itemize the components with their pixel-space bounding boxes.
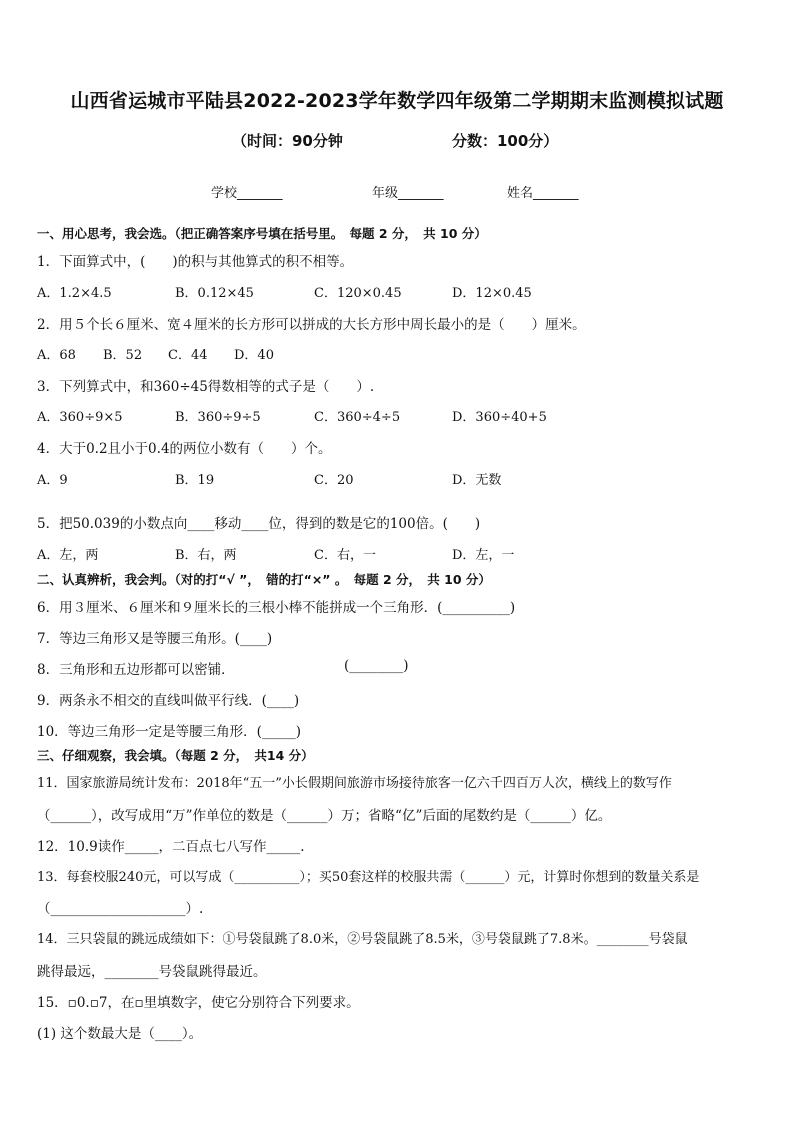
question-3: 3．下列算式中，和360÷45得数相等的式子是（ ）. <box>37 379 375 395</box>
q1-option-b: B．0.12×45 <box>175 286 254 301</box>
question-15-part-1: (1) 这个数最大是（____）。 <box>37 1026 203 1042</box>
q3-option-c: C．360÷4÷5 <box>314 410 401 425</box>
q1-option-a: A．1.2×4.5 <box>37 286 112 301</box>
exam-score: 分数：100分） <box>452 132 559 150</box>
question-14-line-2: 跳得最远，________号袋鼠跳得最近。 <box>37 964 267 980</box>
section-1-heading: 一、用心思考，我会选。（把正确答案序号填在括号里。 每题 2 分， 共 10 分） <box>37 226 487 241</box>
q4-option-b: B．19 <box>175 473 215 488</box>
q2-option-b: B．52 <box>103 348 143 363</box>
question-4: 4．大于0.2且小于0.4的两位小数有（ ）个。 <box>37 441 332 457</box>
question-8-blank: (________) <box>344 658 409 674</box>
question-13-line-1: 13．每套校服240元，可以写成（__________）；买50套这样的校服共需（______）元，计算时你想到的数量关系是 <box>37 870 700 885</box>
section-2-heading: 二、认真辨析，我会判。（对的打“√ ”， 错的打“×” 。 每题 2 分， 共 10 分） <box>37 572 491 587</box>
q2-option-c: C．44 <box>168 348 208 363</box>
question-11-line-2: （______），改写成用“万”作单位的数是（______）万；省略“亿”后面的尾数约是（______）亿。 <box>37 808 612 824</box>
question-12: 12．10.9读作_____，二百点七八写作_____. <box>37 839 305 855</box>
question-8: 8．三角形和五边形都可以密铺． <box>37 662 235 678</box>
q4-option-a: A．9 <box>37 473 68 488</box>
question-15: 15．▫0.▫7，在▫里填数字，使它分别符合下列要求。 <box>37 995 360 1011</box>
question-5: 5．把50.039的小数点向____移动____位，得到的数是它的100倍。( ) <box>37 516 481 532</box>
section-3-heading: 三、仔细观察，我会填。（每题 2 分， 共14 分） <box>37 748 314 763</box>
q2-option-d: D．40 <box>234 348 274 363</box>
q1-option-d: D．12×0.45 <box>452 286 532 301</box>
q2-option-a: A．68 <box>37 348 76 363</box>
question-11-line-1: 11．国家旅游局统计发布：2018年“五一”小长假期间旅游市场接待旅客一亿六千四百万人次，横线上的数写作 <box>37 776 672 791</box>
school-field: 学校_______ <box>211 186 283 201</box>
q3-option-b: B．360÷9÷5 <box>175 410 261 425</box>
question-7: 7．等边三角形又是等腰三角形。(____) <box>37 631 273 647</box>
question-14-line-1: 14．三只袋鼠的跳远成绩如下：①号袋鼠跳了8.0米，②号袋鼠跳了8.5米，③号袋鼠跳了7.8米。________号袋鼠 <box>37 932 688 947</box>
q5-option-c: C．右，一 <box>314 548 376 563</box>
q5-option-b: B．右，两 <box>175 548 237 563</box>
question-2: 2．用５个长６厘米、宽４厘米的长方形可以拼成的大长方形中周长最小的是（ ）厘米。 <box>37 317 586 333</box>
question-6: 6．用３厘米、６厘米和９厘米长的三根小棒不能拼成一个三角形．(__________) <box>37 600 516 616</box>
question-9: 9．两条永不相交的直线叫做平行线．(____) <box>37 693 300 709</box>
question-1: 1．下面算式中，( )的积与其他算式的积不相等。 <box>37 254 354 270</box>
q4-option-d: D．无数 <box>452 473 502 488</box>
q3-option-a: A．360÷9×5 <box>37 410 123 425</box>
grade-field: 年级_______ <box>372 186 444 201</box>
question-13-line-2: （____________________）. <box>37 901 204 917</box>
question-10: 10．等边三角形一定是等腰三角形．(_____) <box>37 724 301 740</box>
q5-option-a: A．左，两 <box>37 548 99 563</box>
exam-time: （时间：90分钟 <box>232 132 343 150</box>
page-title: 山西省运城市平陆县2022-2023学年数学四年级第二学期期末监测模拟试题 <box>70 90 724 112</box>
q4-option-c: C．20 <box>314 473 354 488</box>
q5-option-d: D．左，一 <box>452 548 515 563</box>
name-field: 姓名_______ <box>507 186 579 201</box>
q3-option-d: D．360÷40+5 <box>452 410 547 425</box>
q1-option-c: C．120×0.45 <box>314 286 402 301</box>
